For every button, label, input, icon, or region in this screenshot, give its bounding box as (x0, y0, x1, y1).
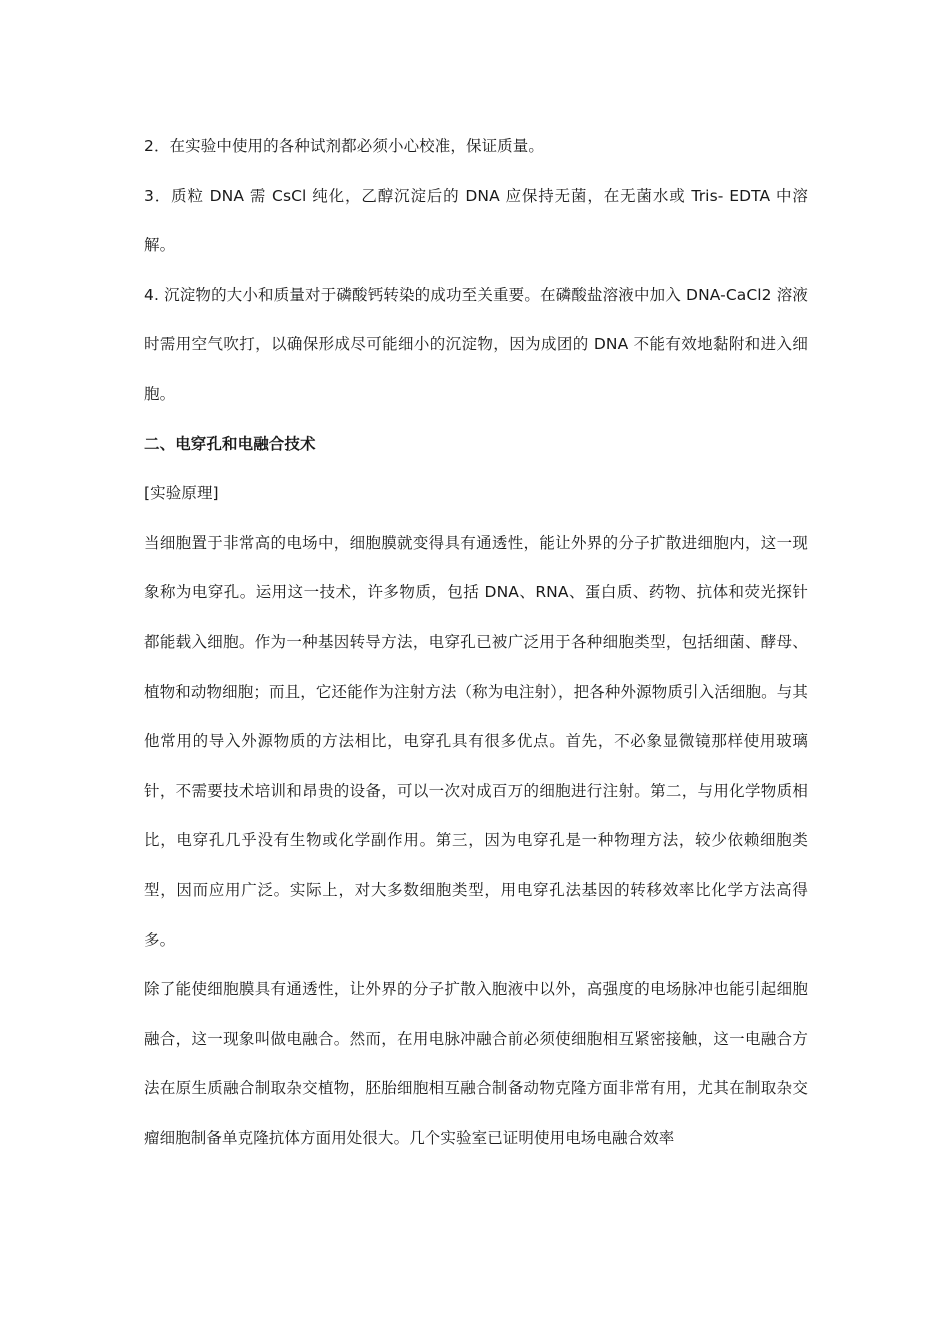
document-body (144, 122, 808, 1163)
subheading: [实验原理] (144, 484, 219, 503)
list-item-4: 4. 沉淀物的大小和质量对于磷酸钙转染的成功至关重要。在磷酸盐溶液中加入 DNA-CaCl2 溶液时需用空气吹打，以确保形成尽可能细小的沉淀物，因为成团的 DNA 不能有效地黏附和进入细胞。 (144, 285, 808, 403)
list-item-2: 2．在实验中使用的各种试剂都必须小心校准，保证质量。 (144, 137, 544, 155)
paragraph-electroporation: 当细胞置于非常高的电场中，细胞膜就变得具有通透性，能让外界的分子扩散进细胞内，这一现象称为电穿孔。运用这一技术，许多物质，包括 DNA、RNA、蛋白质、药物、抗体和荧光探针都能载入细胞。作为一种基因转导方法，电穿孔已被广泛用于各种细胞类型，包括细菌、酵母、植物和动物细胞；而且，它还能作为注射方法（称为电注射），把各种外源物质引入活细胞。与其他常用的导入外源物质的方法相比，电穿孔具有很多优点。首先，不必象显微镜那样使用玻璃针，不需要技术培训和昂贵的设备，可以一次对成百万的细胞进行注射。第二，与用化学物质相比，电穿孔几乎没有生物或化学副作用。第三，因为电穿孔是一种物理方法，较少依赖细胞类型，因而应用广泛。实际上，对大多数细胞类型，用电穿孔法基因的转移效率比化学方法高得多。 (144, 533, 808, 949)
section-heading: 二、电穿孔和电融合技术 (144, 434, 316, 453)
paragraph-electrofusion: 除了能使细胞膜具有通透性，让外界的分子扩散入胞液中以外，高强度的电场脉冲也能引起细胞融合，这一现象叫做电融合。然而，在用电脉冲融合前必须使细胞相互紧密接触，这一电融合方法在原生质融合制取杂交植物，胚胎细胞相互融合制备动物克隆方面非常有用，尤其在制取杂交瘤细胞制备单克隆抗体方面用处很大。几个实验室已证明使用电场电融合效率 (144, 980, 808, 1147)
list-item-3: 3．质粒 DNA 需 CsCl 纯化，乙醇沉淀后的 DNA 应保持无菌，在无菌水或 Tris- EDTA 中溶解。 (144, 186, 808, 255)
